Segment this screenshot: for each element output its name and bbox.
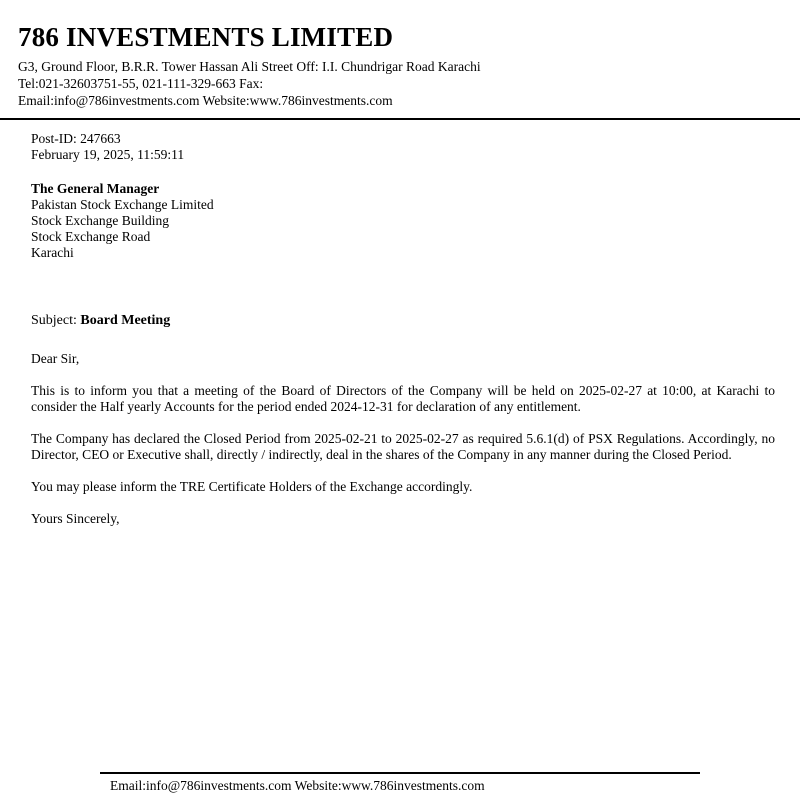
company-name: 786 INVESTMENTS LIMITED <box>18 22 394 52</box>
body-paragraph-3: You may please inform the TRE Certificate Holders of the Exchange accordingly. <box>31 479 473 494</box>
recipient-line: Stock Exchange Road <box>31 229 151 244</box>
post-id: Post-ID: 247663 <box>31 131 121 146</box>
subject-value: Board Meeting <box>80 313 171 328</box>
recipient-line: Pakistan Stock Exchange Limited <box>31 197 214 212</box>
company-phone: Tel:021-32603751-55, 021-111-329-663 Fax: <box>18 76 264 91</box>
recipient-line: Karachi <box>31 245 74 260</box>
letter-meta <box>31 131 775 163</box>
subject-label: Subject: <box>31 313 77 328</box>
letterhead <box>0 0 800 109</box>
letter-body <box>0 120 800 527</box>
salutation: Dear Sir, <box>31 351 80 366</box>
company-address: G3, Ground Floor, B.R.R. Tower Hassan Ali Street Off: I.I. Chundrigar Road Karachi <box>18 59 481 74</box>
recipient-line: Stock Exchange Building <box>31 213 169 228</box>
company-email-website: Email:info@786investments.com Website:www.786investments.com <box>18 93 393 108</box>
recipient-block <box>31 181 775 261</box>
closing: Yours Sincerely, <box>31 511 120 526</box>
letter-footer <box>0 772 800 794</box>
footer-contact: Email:info@786investments.com Website:www.786investments.com <box>110 778 485 793</box>
recipient-title: The General Manager <box>31 181 160 196</box>
letter-datetime: February 19, 2025, 11:59:11 <box>31 147 185 162</box>
subject-row <box>31 313 775 329</box>
body-paragraph-1: This is to inform you that a meeting of the Board of Directors of the Company will be held on 2025-02-27 at 10:00, at Karachi to consider the Half yearly Accounts for the period ended 2024-12-31 for declaration of any entitlement. <box>31 383 775 414</box>
body-paragraph-2: The Company has declared the Closed Period from 2025-02-21 to 2025-02-27 as required 5.6.1(d) of PSX Regulations. Accordingly, no Director, CEO or Executive shall, directly / indirectly, deal in the shares of the Company in any manner during the Closed Period. <box>31 431 775 462</box>
